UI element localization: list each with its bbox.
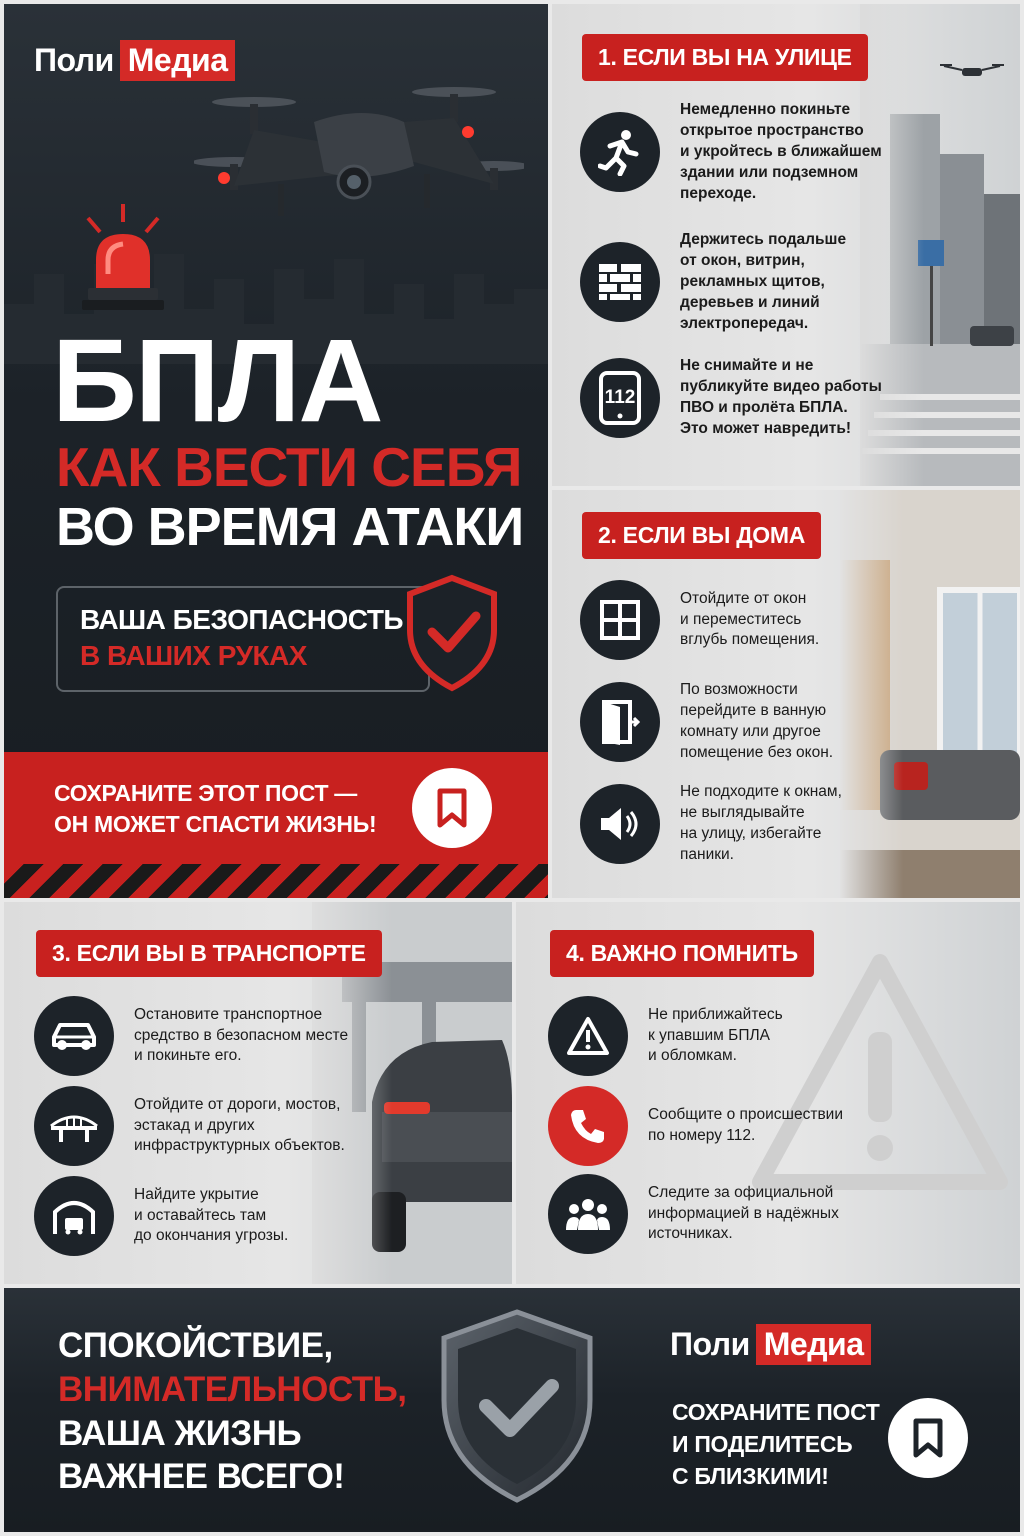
hero-subtitle-white: ВО ВРЕМЯ АТАКИ [56, 497, 524, 557]
door-icon [580, 682, 660, 762]
share-line2: И ПОДЕЛИТЕСЬ [672, 1431, 853, 1458]
hazard-stripes [4, 864, 548, 898]
footer-slogan-line4: ВАЖНЕЕ ВСЕГО! [58, 1457, 345, 1497]
car-icon [34, 996, 114, 1076]
home-item-3-text: Не подходите к окнам, не выглядывайте на улицу, избегайте паники. [680, 783, 842, 863]
home-item-1 [580, 580, 819, 660]
safety-line1: ВАША БЕЗОПАСНОСТЬ [80, 604, 404, 635]
remember-item-2 [548, 1086, 843, 1166]
remember-section [516, 902, 1020, 1284]
speaker-icon [580, 784, 660, 864]
remember-item-3 [548, 1174, 839, 1254]
brand-logo-part2: Медиа [756, 1324, 872, 1365]
hero-subtitle-red: КАК ВЕСТИ СЕБЯ [56, 436, 522, 498]
people-icon [548, 1174, 628, 1254]
home-item-1-text: Отойдите от окон и переместитесь вглубь помещения. [680, 589, 820, 649]
hero-title: БПЛА [52, 315, 382, 447]
transport-item-3 [34, 1176, 288, 1256]
footer-panel [4, 1288, 1020, 1532]
footer-slogan [58, 1324, 407, 1499]
save-post-text [54, 778, 376, 840]
remember-item-1-text: Не приближайтесь к упавшим БПЛА и обломкам. [648, 1005, 783, 1065]
brand-logo-part1: Поли [670, 1326, 750, 1362]
phone-112-icon [580, 358, 660, 438]
safety-line2: В ВАШИХ РУКАХ [80, 640, 307, 671]
living-room-image [840, 490, 1020, 898]
bookmark-icon [435, 788, 469, 828]
siren-icon [78, 204, 168, 312]
transport-item-2 [34, 1086, 345, 1166]
share-line1: СОХРАНИТЕ ПОСТ [672, 1399, 880, 1425]
brand-logo-part2: Медиа [120, 40, 236, 81]
shelter-icon [34, 1176, 114, 1256]
window-icon [580, 580, 660, 660]
footer-slogan-line1: СПОКОЙСТВИЕ, [58, 1326, 333, 1365]
street-section-title: 1. ЕСЛИ ВЫ НА УЛИЦЕ [582, 34, 868, 81]
bookmark-button[interactable] [412, 768, 492, 848]
brand-logo-part1: Поли [34, 42, 114, 78]
bookmark-icon [911, 1418, 945, 1458]
hero-panel [4, 4, 548, 898]
street-section [552, 4, 1020, 486]
share-text [672, 1396, 880, 1493]
home-item-3 [580, 782, 842, 866]
brick-wall-icon [580, 242, 660, 322]
footer-slogan-line2: ВНИМАТЕЛЬНОСТЬ, [58, 1369, 407, 1409]
safety-box [56, 586, 430, 692]
remember-section-title: 4. ВАЖНО ПОМНИТЬ [550, 930, 814, 977]
transport-section-title: 3. ЕСЛИ ВЫ В ТРАНСПОРТЕ [36, 930, 382, 977]
street-item-1-text: Немедленно покиньте открытое пространство и укройтесь в ближайшем здании или подземном переходе. [680, 101, 882, 202]
phone-icon [548, 1086, 628, 1166]
phone-112-label: 112 [604, 386, 636, 408]
small-drone-icon [940, 60, 1004, 82]
transport-section [4, 902, 512, 1284]
save-post-banner [4, 752, 548, 864]
street-item-3 [580, 356, 882, 440]
footer-slogan-line3: ВАША ЖИЗНЬ [58, 1413, 302, 1453]
share-line3: С БЛИЗКИМИ! [672, 1463, 829, 1490]
home-section-title: 2. ЕСЛИ ВЫ ДОМА [582, 512, 821, 559]
transport-item-3-text: Найдите укрытие и оставайтесь там до окончания угрозы. [134, 1185, 289, 1245]
home-item-2 [580, 680, 833, 764]
home-item-2-text: По возможности перейдите в ванную комнату или другое помещение без окон. [680, 681, 834, 761]
street-item-2 [580, 230, 846, 335]
bridge-icon [34, 1086, 114, 1166]
drone-image [194, 74, 524, 224]
transport-item-1-text: Остановите транспортное средство в безопасном месте и покиньте его. [134, 1005, 349, 1065]
remember-item-1 [548, 996, 783, 1076]
transport-item-2-text: Отойдите от дороги, мостов, эстакад и других инфраструктурных объектов. [134, 1095, 345, 1155]
transport-item-1 [34, 996, 348, 1076]
shield-check-icon [434, 1306, 600, 1506]
home-section [552, 490, 1020, 898]
remember-item-2-text: Сообщите о происшествии по номеру 112. [648, 1106, 843, 1144]
shield-check-icon [404, 574, 500, 692]
street-item-1 [580, 100, 882, 205]
street-item-2-text: Держитесь подальше от окон, витрин, рекламных щитов, деревьев и линий электропередач. [680, 231, 847, 332]
save-post-line2: ОН МОЖЕТ СПАСТИ ЖИЗНЬ! [54, 811, 377, 838]
save-post-line1: СОХРАНИТЕ ЭТОТ ПОСТ — [54, 780, 358, 806]
brand-logo [670, 1324, 871, 1365]
remember-item-3-text: Следите за официальной информацией в надёжных источниках. [648, 1183, 839, 1243]
bookmark-button[interactable] [888, 1398, 968, 1478]
warning-icon [548, 996, 628, 1076]
street-item-3-text: Не снимайте и не публикуйте видео работы ПВО и пролёта БПЛА. Это может навредить! [680, 357, 882, 437]
running-person-icon [580, 112, 660, 192]
